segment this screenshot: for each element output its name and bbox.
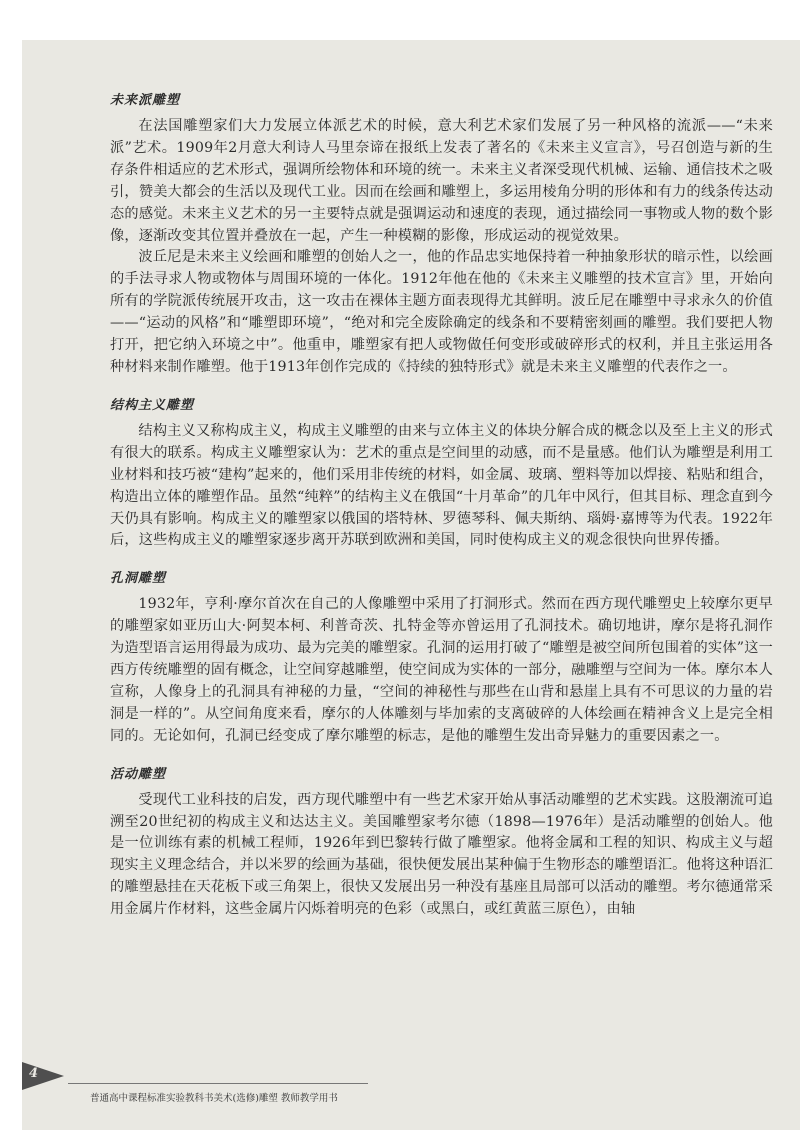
page-content: [110, 92, 773, 939]
paragraph: 结构主义又称构成主义，构成主义雕塑的由来与立体主义的体块分解合成的概念以及至上主义的形式有很大的联系。构成主义雕塑家认为：艺术的重点是空间里的动感，而不是量感。他们认为雕塑是利用工业材料和技巧被“建构”起来的，他们采用非传统的材料，如金属、玻璃、塑料等加以焊接、粘贴和组合，构造出立体的雕塑作品。虽然“纯粹”的结构主义在俄国“十月革命”的几年中风行，但其目标、理念直到今天仍具有影响。构成主义的雕塑家以俄国的塔特林、罗德琴科、佩夫斯纳、瑙姆·嘉博等为代表。1922年后，这些构成主义的雕塑家逐步离开苏联到欧洲和美国，同时使构成主义的观念很快向世界传播。: [110, 422, 773, 549]
section-heading: 结构主义雕塑: [110, 397, 195, 413]
page-footer: [22, 1062, 362, 1104]
footer-divider: [68, 1083, 368, 1084]
book-title: 普通高中课程标准实验教科书美术(选修)雕塑 教师教学用书: [90, 1093, 338, 1104]
paragraph: 在法国雕塑家们大力发展立体派艺术的时候，意大利艺术家们发展了另一种风格的流派——“未来派”艺术。1909年2月意大利诗人马里奈谛在报纸上发表了著名的《未来主义宣言》，号召创造与新的生存条件相适应的艺术形式，强调所绘物体和环境的统一。未来主义者深受现代机械、运输、通信技术之吸引，赞美大都会的生活以及现代工业。因而在绘画和雕塑上，多运用棱角分明的形体和有力的线条传达动态的感觉。未来主义艺术的另一主要特点就是强调运动和速度的表现，通过描绘同一事物或人物的数个影像，逐渐改变其位置并叠放在一起，产生一种模糊的影像，形成运动的视觉效果。: [110, 118, 773, 244]
section-hole-sculpture: [110, 570, 773, 747]
paragraph: 1932年，亨利·摩尔首次在自己的人像雕塑中采用了打洞形式。然而在西方现代雕塑史上较摩尔更早的雕塑家如亚历山大·阿契本柯、利普奇茨、扎特金等亦曾运用了孔洞技术。确切地讲，摩尔是将孔洞作为造型语言运用得最为成功、最为完美的雕塑家。孔洞的运用打破了“雕塑是被空间所包围着的实体”这一西方传统雕塑的固有概念，让空间穿越雕塑，使空间成为实体的一部分，融雕塑与空间为一体。摩尔本人宣称，人像身上的孔洞具有神秘的力量，“空间的神秘性与那些在山背和悬崖上具有不可思议的力量的岩洞是一样的”。从空间角度来看，摩尔的人体雕刻与毕加索的支离破碎的人体绘画在精神含义上是完全相同的。无论如何，孔洞已经变成了摩尔雕塑的标志，是他的雕塑生发出奇异魅力的重要因素之一。: [110, 596, 773, 744]
section-heading: 未来派雕塑: [110, 93, 181, 108]
section-constructivism: [110, 397, 773, 552]
section-heading: 孔洞雕塑: [110, 571, 167, 587]
paragraph: 波丘尼是未来主义绘画和雕塑的创始人之一，他的作品忠实地保持着一种抽象形状的暗示性，以绘画的手法寻求人物或物体与周围环境的一体化。1912年他在他的《未来主义雕塑的技术宣言》里，开始向所有的学院派传统展开攻击，这一攻击在裸体主题方面表现得尤其鲜明。波丘尼在雕塑中寻求永久的价值——“运动的风格”和“雕塑即环境”，“绝对和完全废除确定的线条和不要精密刻画的雕塑。我们要把人物打开，把它纳入环境之中”。他重申，雕塑家有把人或物做任何变形或破碎形式的权利，并且主张运用各种材料来制作雕塑。他于1913年创作完成的《持续的独特形式》就是未来主义雕塑的代表作之一。: [110, 249, 773, 375]
section-heading: 活动雕塑: [110, 766, 167, 782]
paragraph: 受现代工业科技的启发，西方现代雕塑中有一些艺术家开始从事活动雕塑的艺术实践。这股潮流可追溯至20世纪初的构成主义和达达主义。美国雕塑家考尔德（1898—1976年）是活动雕塑的创始人。他是一位训练有素的机械工程师，1926年到巴黎转行做了雕塑家。他将金属和工程的知识、构成主义与超现实主义理念结合，并以米罗的绘画为基础，很快便发展出某种偏于生物形态的雕塑语汇。他将这种语汇的雕塑悬挂在天花板下或三角架上，很快又发展出另一种没有基座且局部可以活动的雕塑。考尔德通常采用金属片作材料，这些金属片闪烁着明亮的色彩（或黑白，或红黄蓝三原色），由轴: [110, 791, 773, 918]
section-futurism: [110, 92, 773, 379]
page-number: 4: [29, 1066, 39, 1081]
section-kinetic-sculpture: [110, 766, 773, 921]
